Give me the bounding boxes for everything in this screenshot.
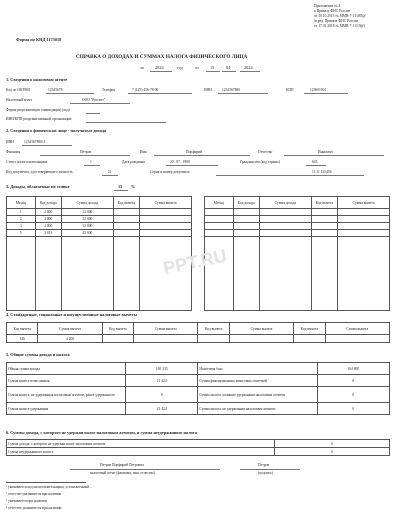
period-za: за [140, 65, 144, 70]
col-header: Код вычета [113, 197, 139, 209]
agent-label: Налоговый агент [6, 98, 33, 102]
cell [140, 209, 192, 216]
col-header: Код вычета [7, 323, 38, 335]
reorg-inn-label: ИНН/КПП реорганизованной организации [6, 117, 72, 121]
cell: 4 200 [38, 335, 102, 343]
inn-value: 1234567890 [222, 88, 240, 92]
cell-value: 0 [317, 403, 389, 415]
cell-label: Сумма налога, не удержанная налоговым агентом, ранее удержанного [7, 387, 126, 403]
col-header: Сумма вычета [338, 197, 390, 209]
rate-pct: % [131, 184, 136, 189]
col-header: Код вычета [198, 323, 229, 335]
cell [113, 209, 139, 216]
unwithheld-table [6, 439, 390, 456]
reorg-label: Форма реорганизации (ликвидации) (код) [6, 108, 70, 112]
table-row [7, 209, 192, 216]
col-header: Код вычета [102, 323, 133, 335]
cell-label: Сумма налога, не удержанная налоговым агентом [198, 403, 317, 415]
col-header: Код дохода [233, 197, 259, 209]
cell-value: 0 [317, 375, 389, 387]
inn-person-value: 123456789011 [24, 140, 46, 144]
appendix-line: (в ред. Приказа ФНС России [314, 19, 358, 23]
cell: 2 000 [35, 209, 61, 216]
section-2-title: 2. Сведения о физическом лице - получателе дохода [6, 128, 107, 133]
agent-value: ООО "Рассвет" [82, 98, 106, 102]
cell: 2 000 [35, 216, 61, 223]
cell-value: 169 333 [126, 363, 198, 375]
dob-label: Дата рождения [122, 160, 145, 164]
cell-value: 21 424 [126, 375, 198, 387]
cell-label: Общая сумма дохода [7, 363, 126, 375]
period-year2: 2024 [244, 65, 253, 70]
totals-table [6, 362, 390, 415]
cell-value: 0 [275, 440, 390, 448]
col-header: Месяц [205, 197, 234, 209]
page-title: СПРАВКА О ДОХОДАХ И СУММАХ НАЛОГА ФИЗИЧЕСКОГО ЛИЦА [76, 54, 248, 60]
docnum-value: 11 11 123456 [312, 170, 332, 174]
table-row [7, 216, 192, 223]
cell-label: Сумма фиксированных авансовых платежей [198, 375, 317, 387]
cell: 2 000 [35, 223, 61, 230]
cell: 126 [7, 335, 38, 343]
period-year: 2024 [155, 65, 164, 70]
col-header: Сумма вычета [38, 323, 102, 335]
cell [113, 223, 139, 230]
cell-label: Сумма неудержанного налога [7, 448, 275, 456]
rate-value: 13 [118, 184, 123, 189]
cell [140, 216, 192, 223]
cell-value: 0 [317, 387, 389, 403]
table-row [7, 335, 390, 343]
section-6-title: 6. Суммы дохода, с которого не удержан налог налоговым агентом, и сумма неудержанного налога [6, 430, 197, 435]
citizenship-value: 643 [312, 160, 318, 164]
appendix-line: от 30.10.2015 № ММВ-7-11/485@ [314, 14, 366, 18]
period-month: 04 [226, 65, 231, 70]
table-row [7, 223, 192, 230]
section-5-title: 5. Общие суммы дохода и налога [6, 352, 70, 357]
inn-person-label: ИНН [6, 140, 14, 144]
kpp-value: 123001001 [310, 88, 327, 92]
cell [140, 223, 192, 230]
cell-value: 21 424 [126, 403, 198, 415]
cell: 12 000 [61, 223, 113, 230]
status-label: Статус налогоплательщика [6, 160, 48, 164]
cell [140, 230, 192, 237]
doccode-label: Код документа, удостоверяющего личность [6, 170, 73, 174]
doccode-value: 21 [108, 170, 112, 174]
citizenship-label: Гражданство (код страны) [240, 160, 280, 164]
cell [113, 216, 139, 223]
cell-label: Сумма налога исчисленная [7, 375, 126, 387]
footnote: ² отчество указывается при наличии [6, 492, 62, 496]
cell: 2 013 [35, 230, 61, 237]
cell: 12 000 [61, 209, 113, 216]
phone-label: Телефон [102, 88, 116, 92]
appendix-line: Приложение № 4 [314, 4, 341, 8]
cell-value: 164 800 [317, 363, 389, 375]
col-header: Сумма вычета [140, 197, 192, 209]
cell: 3 [7, 223, 36, 230]
watermark-text: PPT.RU [161, 245, 229, 279]
form-code: Форма по КНД 1175018 [16, 37, 62, 42]
signer-role: налоговый агент (фамилия, имя, отчество) [90, 471, 156, 475]
cell-value: 0 [126, 387, 198, 403]
col-header: Месяц [7, 197, 36, 209]
deductions-table [6, 322, 390, 343]
inn-label: ИНН [204, 88, 212, 92]
footnote: ¹ указывается код налогоплательщика, установленный... [6, 485, 92, 489]
table-row [7, 230, 192, 237]
status-value: 1 [90, 160, 92, 164]
appendix-line: к Приказу ФНС России [314, 9, 350, 13]
section-1-title: 1. Сведения о налоговом агенте [6, 77, 68, 82]
oktmo-label: Код по ОКТМО [6, 88, 31, 92]
col-header: Сумма вычета [325, 323, 389, 335]
col-header: Код вычета [311, 197, 337, 209]
docnum-label: Серия и номер документа [150, 170, 190, 174]
cell: 2 [7, 216, 36, 223]
section-4-title: 4. Стандартные, социальные и имущественные налоговые вычеты [6, 312, 137, 317]
period-ot: от [195, 65, 199, 70]
cell-label: Налоговая база [198, 363, 317, 375]
period-day: 15 [210, 65, 215, 70]
phone-value: 7 (123) 456-78-90 [132, 88, 159, 92]
cell-label: Сумма налога удержанная [7, 403, 126, 415]
cell: 45 000 [61, 230, 113, 237]
signer-name: Петров Порфирий Петрович [100, 463, 144, 467]
cell-label: Сумма дохода, с которого не удержан налог налоговым агентом [7, 440, 275, 448]
name-label: Имя [140, 150, 147, 154]
cell-label: Сумма налога, излишне удержанная налоговым агентом [198, 387, 317, 403]
surname-value: Петров [80, 150, 92, 154]
footnote: ³ указывается при наличии [6, 499, 47, 503]
name-value: Порфирий [186, 150, 203, 154]
cell-value: 0 [275, 448, 390, 456]
patronymic-label: Отчество [258, 150, 273, 154]
cell: 12 000 [61, 216, 113, 223]
signature: Петров [258, 463, 270, 467]
dob-value: 20 . 07 . 1980 [170, 160, 190, 164]
col-header: Сумма дохода [259, 197, 311, 209]
surname-label: Фамилия [6, 150, 21, 154]
col-header: Сумма вычета [134, 323, 198, 335]
col-header: Сумма дохода [61, 197, 113, 209]
col-header: Код дохода [35, 197, 61, 209]
section-3-title: 3. Доходы, облагаемые по ставке [6, 184, 70, 189]
period-god: год [177, 65, 183, 70]
patronymic-value: Иннокент [318, 150, 333, 154]
oktmo-value: 12345678 [48, 88, 63, 92]
signature-caption: (подпись) [258, 471, 273, 475]
cell: 5 [7, 230, 36, 237]
cell: 1 [7, 209, 36, 216]
footnote: ⁴ отчество указывается при наличии [6, 506, 62, 510]
appendix-line: от 17.01.2018 № ММВ-7-11/19@) [314, 24, 366, 28]
col-header: Сумма вычета [229, 323, 293, 335]
cell [113, 230, 139, 237]
kpp-label: КПП [286, 88, 294, 92]
col-header: Код вычета [294, 323, 325, 335]
